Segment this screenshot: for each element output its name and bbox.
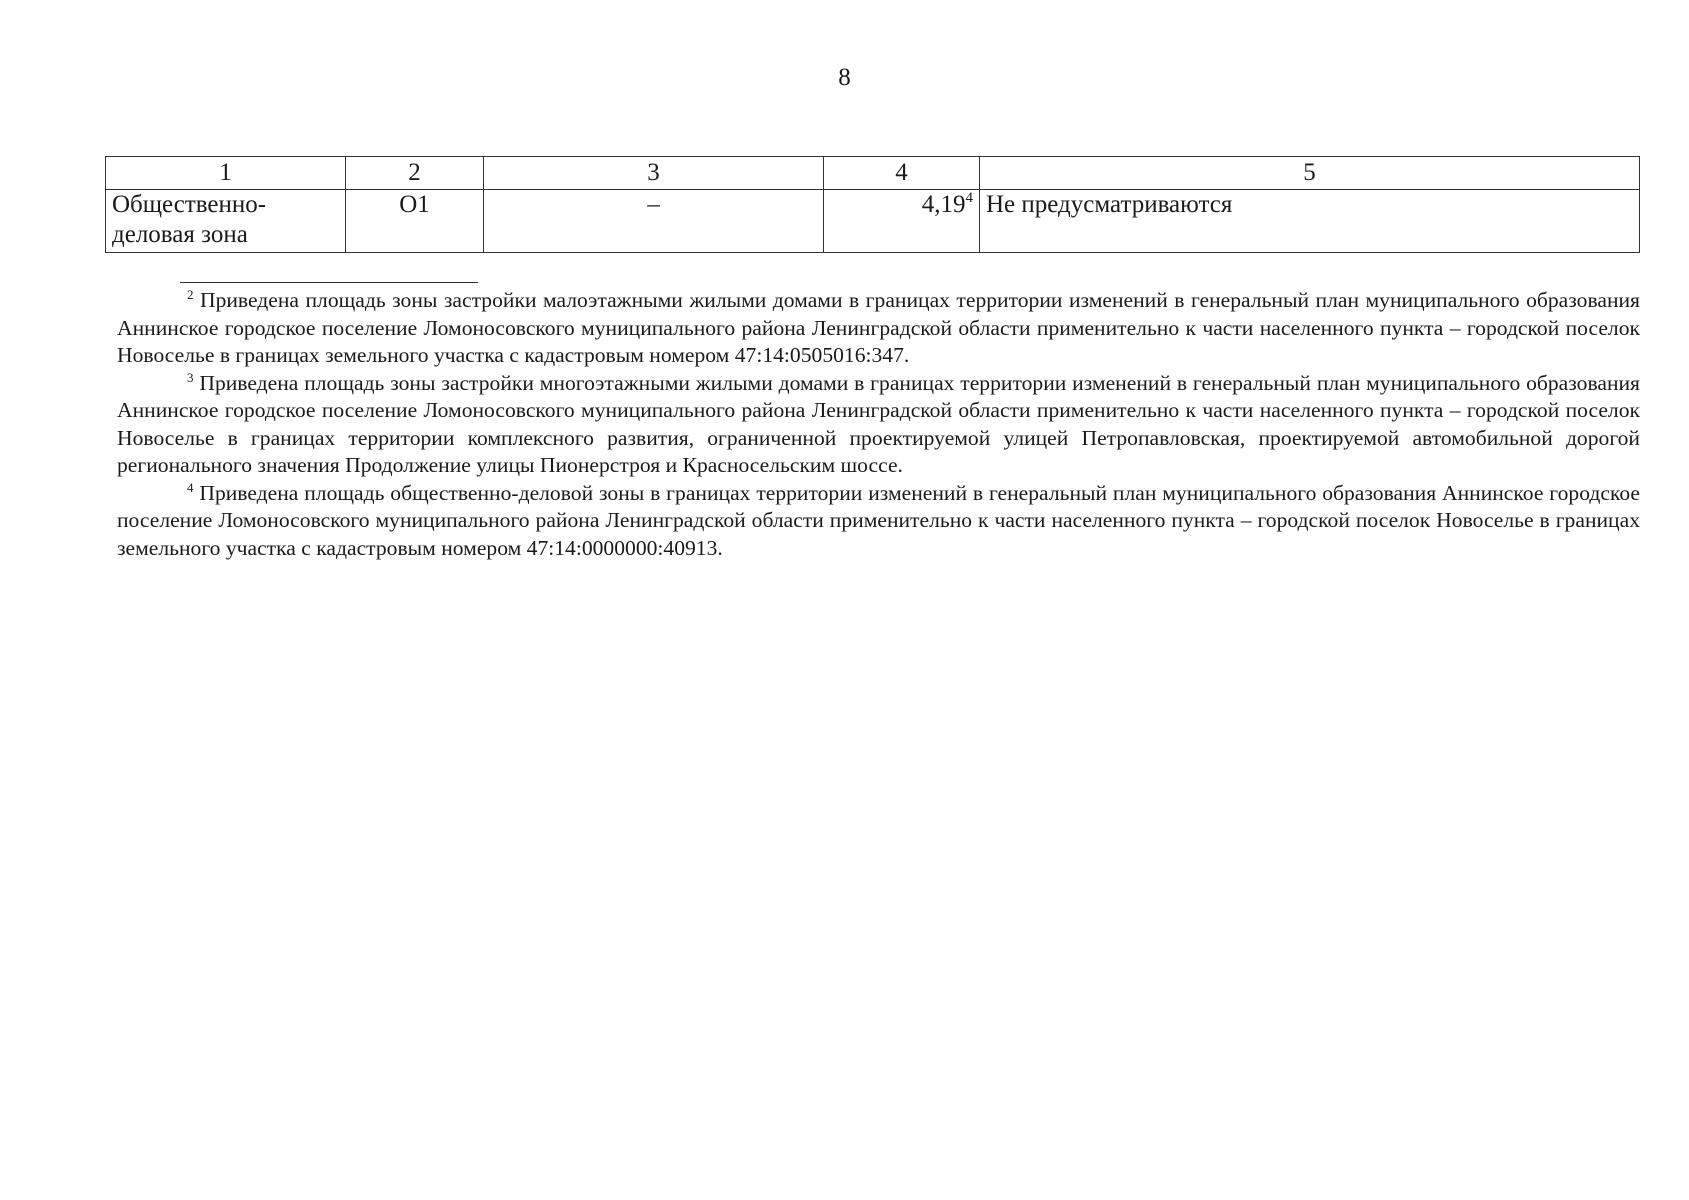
area-cell [824,190,980,253]
column-header-3: 3 [484,157,824,190]
footnote-2 [117,287,1640,370]
table-header-row [106,157,1640,190]
column-header-1: 1 [106,157,346,190]
zone-code-cell: О1 [346,190,484,253]
footnote-text: Приведена площадь зоны застройки многоэтажными жилыми домами в границах территории изменений в генеральный план муниципального образования Аннинское городское поселение Ломоносовского муниципального района Ленинградской области применительно к части населенного пункта – городской поселок Новоселье в границах территории комплексного развития, ограниченной проектируемой улицей Петропавловская, проектируемой автомобильной дорогой регионального значения Продолжение улицы Пионерстроя и Красносельским шоссе. [117,370,1640,477]
area-value: 4,19 [921,191,966,218]
footnote-4 [117,480,1640,563]
column-3-cell: – [484,190,824,253]
footnote-ref: 4 [187,479,194,495]
footnote-text: Приведена площадь зоны застройки малоэтажными жилыми домами в границах территории изменений в генеральный план муниципального образования Аннинское городское поселение Ломоносовского муниципального района Ленинградской области применительно к части населенного пункта – городской поселок Новоселье в границах земельного участка с кадастровым номером 47:14:0505016:347. [117,288,1640,367]
page-number: 8 [838,64,851,91]
column-header-5: 5 [980,157,1640,190]
footnote-separator [180,282,478,283]
footnote-ref: 2 [187,287,194,302]
zone-name-cell: Общественно-деловая зона [106,190,346,253]
area-footnote-ref: 4 [965,190,973,206]
column-header-2: 2 [346,157,484,190]
footnotes [117,287,1640,562]
table-row [106,190,1640,253]
column-header-4: 4 [824,157,980,190]
footnote-3 [117,370,1640,480]
zones-table [105,156,1640,253]
note-cell: Не предусматриваются [980,190,1640,253]
footnote-text: Приведена площадь общественно-деловой зоны в границах территории изменений в генеральный план муниципального образования Аннинское городское поселение Ломоносовского муниципального района Ленинградской области применительно к части населенного пункта – городской поселок Новоселье в границах земельного участка с кадастровым номером 47:14:0000000:40913. [117,480,1640,560]
footnote-ref: 3 [187,369,194,385]
